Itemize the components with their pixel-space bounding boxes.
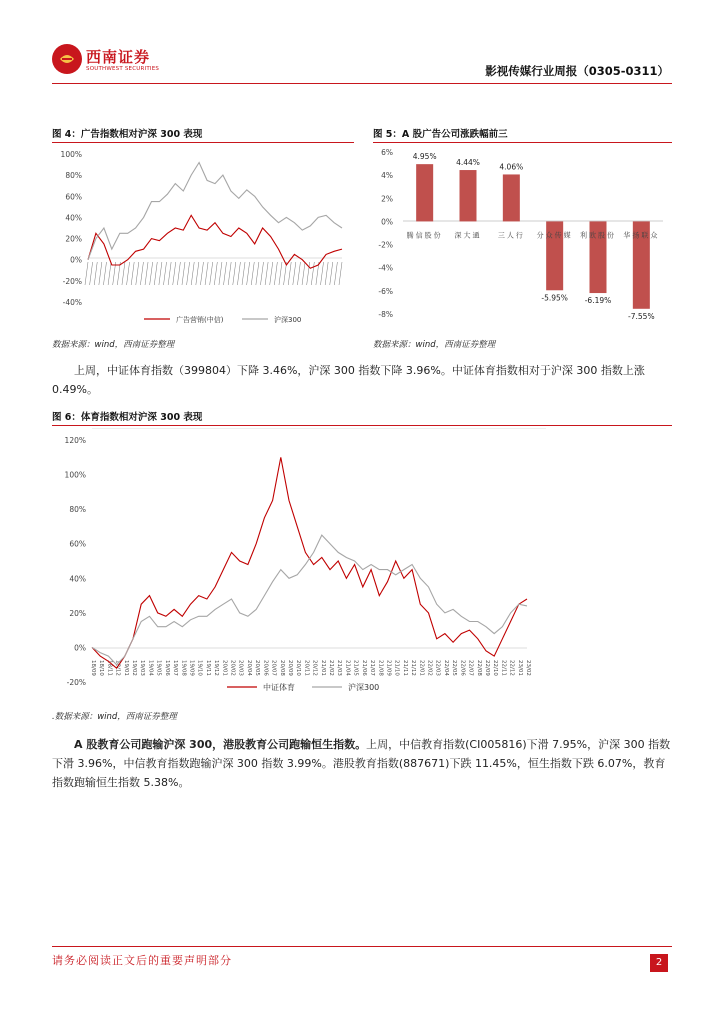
y-tick-label: 20% [69,608,86,618]
y-tick-label: -4% [378,263,393,273]
x-tick-label: 18/12 [114,660,121,676]
x-tick-mark [85,262,88,285]
fig4-title: 图 4：广告指数相对沪深 300 表现 [52,129,203,140]
report-title: 影视传媒行业周报（0305-0311） [485,64,669,78]
x-tick-mark [159,262,162,285]
x-tick-label: 20/08 [278,660,285,676]
y-tick-label: 60% [65,192,82,202]
category-label: 深大通 [454,231,482,240]
company-logo [52,44,162,78]
x-tick-mark [242,262,245,285]
x-tick-label: 19/10 [196,660,203,676]
fig6-chart [52,428,672,700]
x-tick-mark [339,262,342,285]
x-tick-label: 20/02 [229,660,236,676]
x-tick-mark [297,262,300,285]
x-tick-mark [251,262,254,285]
fig6-title: 图 6：体育指数相对沪深 300 表现 [52,412,203,423]
bar [416,164,433,221]
bar [503,174,520,221]
x-tick-label: 22/02 [426,660,433,676]
x-tick-mark [177,262,180,285]
x-tick-label: 20/10 [295,660,302,676]
x-tick-mark [200,262,203,285]
x-tick-mark [293,262,296,285]
x-tick-label: 19/02 [131,660,138,676]
x-tick-mark [205,262,208,285]
x-tick-mark [288,262,291,285]
x-tick-mark [210,262,213,285]
bar-data-label: 4.44% [456,158,480,168]
x-tick-mark [168,262,171,285]
y-tick-label: 0% [381,217,393,227]
x-tick-mark [90,262,93,285]
logo-english-name: SOUTHWEST SECURITIES [86,66,160,72]
logo-chinese-name: 西南证券 [86,48,151,66]
bar-data-label: -7.55% [628,311,655,321]
x-tick-label: 19/06 [163,660,170,676]
y-tick-label: -20% [62,276,82,286]
x-tick-mark [325,262,328,285]
x-tick-label: 19/01 [122,660,129,676]
x-tick-mark [191,262,194,285]
fig6-source: .数据来源：wind，西南证券整理 [52,712,177,722]
x-tick-label: 22/01 [418,660,425,676]
x-tick-mark [196,262,199,285]
x-tick-label: 21/09 [385,660,392,676]
x-tick-mark [274,262,277,285]
x-tick-label: 21/04 [344,660,351,676]
y-tick-label: 40% [69,574,86,584]
x-tick-mark [224,262,227,285]
y-tick-label: 100% [60,150,82,159]
x-tick-label: 18/10 [98,660,105,676]
legend-label: 沪深300 [348,683,380,692]
paragraph-education-body: 上周，中信教育指数(CI005816)下滑 7.95%，沪深 300 指数下滑 3.96%，中信教育指数跑输沪深 300 指数 3.99%。港股教育指数(887671)下跌 11.45%，恒生指数下跌 6.07%，教育指数跑输恒生指数 5.38%。 [52,738,671,789]
y-tick-label: 0% [70,255,82,265]
y-tick-label: 2% [381,194,393,204]
x-tick-mark [270,262,273,285]
page-header [0,0,724,90]
x-tick-label: 22/06 [459,660,466,676]
bar-data-label: -6.19% [584,296,612,306]
x-tick-mark [302,262,305,285]
x-tick-label: 21/03 [336,660,343,676]
y-tick-label: -8% [378,310,393,319]
y-tick-label: -40% [62,298,82,307]
x-tick-label: 21/12 [410,660,417,676]
x-tick-label: 19/05 [155,660,162,676]
y-tick-label: -20% [66,678,86,687]
x-tick-mark [164,262,167,285]
y-tick-label: 80% [69,505,86,515]
x-tick-label: 23/02 [525,660,531,676]
x-tick-label: 22/07 [467,660,474,676]
x-tick-mark [140,262,143,285]
fig5-source: 数据来源：wind，西南证券整理 [373,340,496,350]
legend-label: 沪深300 [274,316,302,324]
footer-divider [52,946,672,947]
x-tick-label: 21/01 [319,660,326,676]
x-tick-label: 20/12 [311,660,318,676]
bar-data-label: -5.95% [541,293,568,303]
x-tick-mark [187,262,190,285]
x-tick-label: 22/04 [442,660,449,676]
legend-label: 中证体育 [263,683,295,692]
y-tick-label: 120% [64,436,86,445]
series-line-0 [92,457,527,668]
x-tick-mark [279,262,282,285]
x-tick-label: 22/03 [434,660,441,676]
paragraph-education-lead: A 股教育公司跑输沪深 300，港股教育公司跑输恒生指数。 [74,738,367,751]
x-tick-mark [219,262,222,285]
x-tick-label: 19/08 [180,660,187,676]
x-tick-label: 21/07 [369,660,376,676]
y-tick-label: 60% [69,539,86,549]
x-tick-mark [131,262,134,285]
x-tick-mark [173,262,176,285]
y-tick-label: -6% [378,286,393,296]
x-tick-mark [94,262,97,285]
x-tick-mark [265,262,268,285]
x-tick-mark [103,262,106,285]
logo-mark-icon [58,51,76,67]
x-tick-label: 19/09 [188,660,195,676]
header-divider [52,83,672,84]
fig4-chart [52,144,354,330]
x-tick-mark [182,262,185,285]
x-tick-label: 20/06 [262,660,269,676]
series-line-1 [92,535,527,665]
x-tick-mark [214,262,217,285]
x-tick-mark [150,262,153,285]
x-tick-label: 21/02 [328,660,335,676]
x-tick-mark [228,262,231,285]
x-tick-label: 20/11 [303,660,310,676]
y-tick-label: -2% [378,240,393,250]
x-tick-label: 22/05 [451,660,458,676]
y-tick-label: 100% [64,470,86,480]
page-number: 2 [650,954,668,972]
x-tick-mark [247,262,250,285]
x-tick-label: 20/03 [237,660,244,676]
x-tick-label: 21/11 [401,660,408,676]
category-label: 分众传媒 [536,231,573,240]
fig4-source: 数据来源：wind，西南证券整理 [52,340,175,350]
y-tick-label: 4% [381,171,393,181]
x-tick-mark [311,262,314,285]
x-tick-label: 22/10 [492,660,499,676]
x-tick-mark [237,262,240,285]
x-tick-label: 21/06 [360,660,367,676]
bar-data-label: 4.95% [412,152,437,162]
y-tick-label: 20% [65,234,82,244]
x-tick-mark [256,262,259,285]
x-tick-label: 20/09 [286,660,293,676]
y-tick-label: 6% [381,148,393,157]
x-tick-label: 19/04 [147,660,154,676]
x-tick-mark [136,262,139,285]
x-tick-label: 20/04 [245,660,252,676]
x-tick-label: 20/05 [254,660,261,676]
x-tick-mark [321,262,324,285]
footer-disclaimer: 请务必阅读正文后的重要声明部分 [52,954,232,967]
x-tick-label: 21/10 [393,660,400,676]
legend-label: 广告营销(中信) [176,316,224,324]
series-line-1 [88,163,342,260]
x-tick-mark [334,262,337,285]
y-tick-label: 0% [74,643,86,653]
category-label: 华扬联众 [623,231,660,240]
x-tick-label: 19/03 [139,660,146,676]
category-label: 三人行 [497,231,525,240]
paragraph-sports-index: 上周，中证体育指数（399804）下降 3.46%，沪深 300 指数下降 3.96%。中证体育指数相对于沪深 300 指数上涨 0.49%。 [52,364,645,396]
category-label: 腾信股份 [406,231,443,240]
x-tick-mark [108,262,111,285]
x-tick-mark [233,262,236,285]
x-tick-label: 19/07 [172,660,179,676]
x-tick-mark [330,262,333,285]
x-tick-mark [99,262,102,285]
fig5-title-rule [373,142,672,143]
fig4-x-tick-strip [85,262,342,285]
x-tick-mark [145,262,148,285]
fig5-chart [373,144,672,330]
x-tick-label: 21/08 [377,660,384,676]
x-tick-label: 22/12 [508,660,515,676]
x-tick-label: 19/11 [204,660,211,676]
fig6-title-rule [52,425,672,426]
x-tick-mark [122,262,125,285]
y-tick-label: 80% [65,171,82,181]
x-tick-label: 22/08 [475,660,482,676]
x-tick-mark [260,262,263,285]
x-tick-mark [127,262,130,285]
x-tick-label: 19/12 [213,660,220,676]
bar [460,170,477,221]
x-tick-label: 18/11 [106,660,113,676]
fig4-title-rule [52,142,354,143]
x-tick-label: 22/11 [500,660,507,676]
paragraph-education-index [52,735,672,792]
x-tick-label: 20/01 [221,660,228,676]
x-tick-label: 20/07 [270,660,277,676]
y-tick-label: 40% [65,213,82,223]
bar-data-label: 4.06% [499,162,524,172]
x-tick-mark [154,262,157,285]
fig5-title: 图 5：A 股广告公司涨跌幅前三 [373,129,508,140]
x-tick-label: 18/09 [90,660,96,676]
x-tick-label: 22/09 [483,660,490,676]
category-label: 利欧股份 [580,231,616,240]
x-tick-label: 23/01 [516,660,523,676]
x-tick-label: 21/05 [352,660,359,676]
series-line-0 [88,215,342,268]
logo-circle-icon [52,44,82,74]
